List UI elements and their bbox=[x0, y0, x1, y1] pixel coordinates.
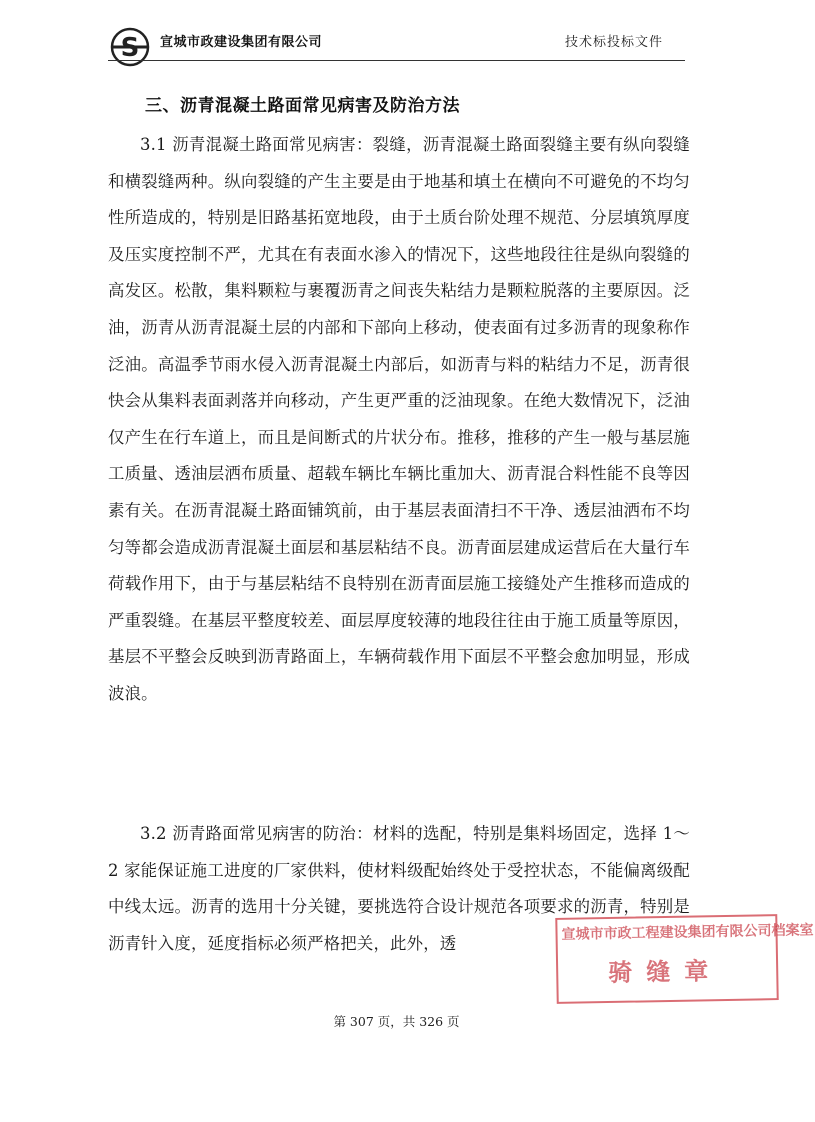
header-divider bbox=[108, 60, 685, 61]
section-heading: 三、沥青混凝土路面常见病害及防治方法 bbox=[145, 96, 460, 116]
company-s-logo-icon bbox=[110, 27, 150, 67]
stamp-organization: 宣城市市政工程建设集团有限公司档案室 bbox=[561, 922, 814, 943]
page-header bbox=[0, 0, 793, 80]
company-name: 宣城市政建设集团有限公司 bbox=[160, 35, 323, 50]
seal-stamp bbox=[555, 914, 814, 1004]
document-type: 技术标投标文件 bbox=[565, 35, 664, 50]
stamp-label: 骑缝章 bbox=[607, 956, 723, 988]
svg-text:S: S bbox=[120, 33, 140, 63]
paragraph-common-defects: 3.1 沥青混凝土路面常见病害：裂缝，沥青混凝土路面裂缝主要有纵向裂缝和横裂缝两种。纵向裂缝的产生主要是由于地基和填土在横向不可避免的不均匀性所造成的，特别是旧路基拓宽地段，由于土质台阶处理不规范、分层填筑厚度及压实度控制不严，尤其在有表面水渗入的情况下，这些地段往往是纵向裂缝的高发区。松散，集料颗粒与裹覆沥青之间丧失粘结力是颗粒脱落的主要原因。泛油，沥青从沥青混凝土层的内部和下部向上移动，使表面有过多沥青的现象称作泛油。高温季节雨水侵入沥青混凝土内部后，如沥青与料的粘结力不足，沥青很快会从集料表面剥落并向移动，产生更严重的泛油现象。在绝大数情况下，泛油仅产生在行车道上，而且是间断式的片状分布。推移，推移的产生一般与基层施工质量、透油层洒布质量、超载车辆比车辆比重加大、沥青混合料性能不良等因素有关。在沥青混凝土路面铺筑前，由于基层表面清扫不干净、透层油洒布不均匀等都会造成沥青混凝土面层和基层粘结不良。沥青面层建成运营后在大量行车荷载作用下，由于与基层粘结不良特别在沥青面层施工接缝处产生推移而造成的严重裂缝。在基层平整度较差、面层厚度较薄的地段往往由于施工质量等原因，基层不平整会反映到沥青路面上，车辆荷载作用下面层不平整会愈加明显，形成波浪。 bbox=[108, 135, 690, 703]
page-number: 第 307 页，共 326 页 bbox=[333, 1014, 460, 1029]
paragraph-defect-prevention: 3.2 沥青路面常见病害的防治：材料的选配，特别是集料场固定，选择 1～2 家能保证施工进度的厂家供料，使材料级配始终处于受控状态，不能偏离级配中线太远。沥青的选用十分关键，要挑选符合设计规范各项要求的沥青，特别是沥青针入度，延度指标必须严格把关，此外，透 bbox=[108, 824, 690, 953]
